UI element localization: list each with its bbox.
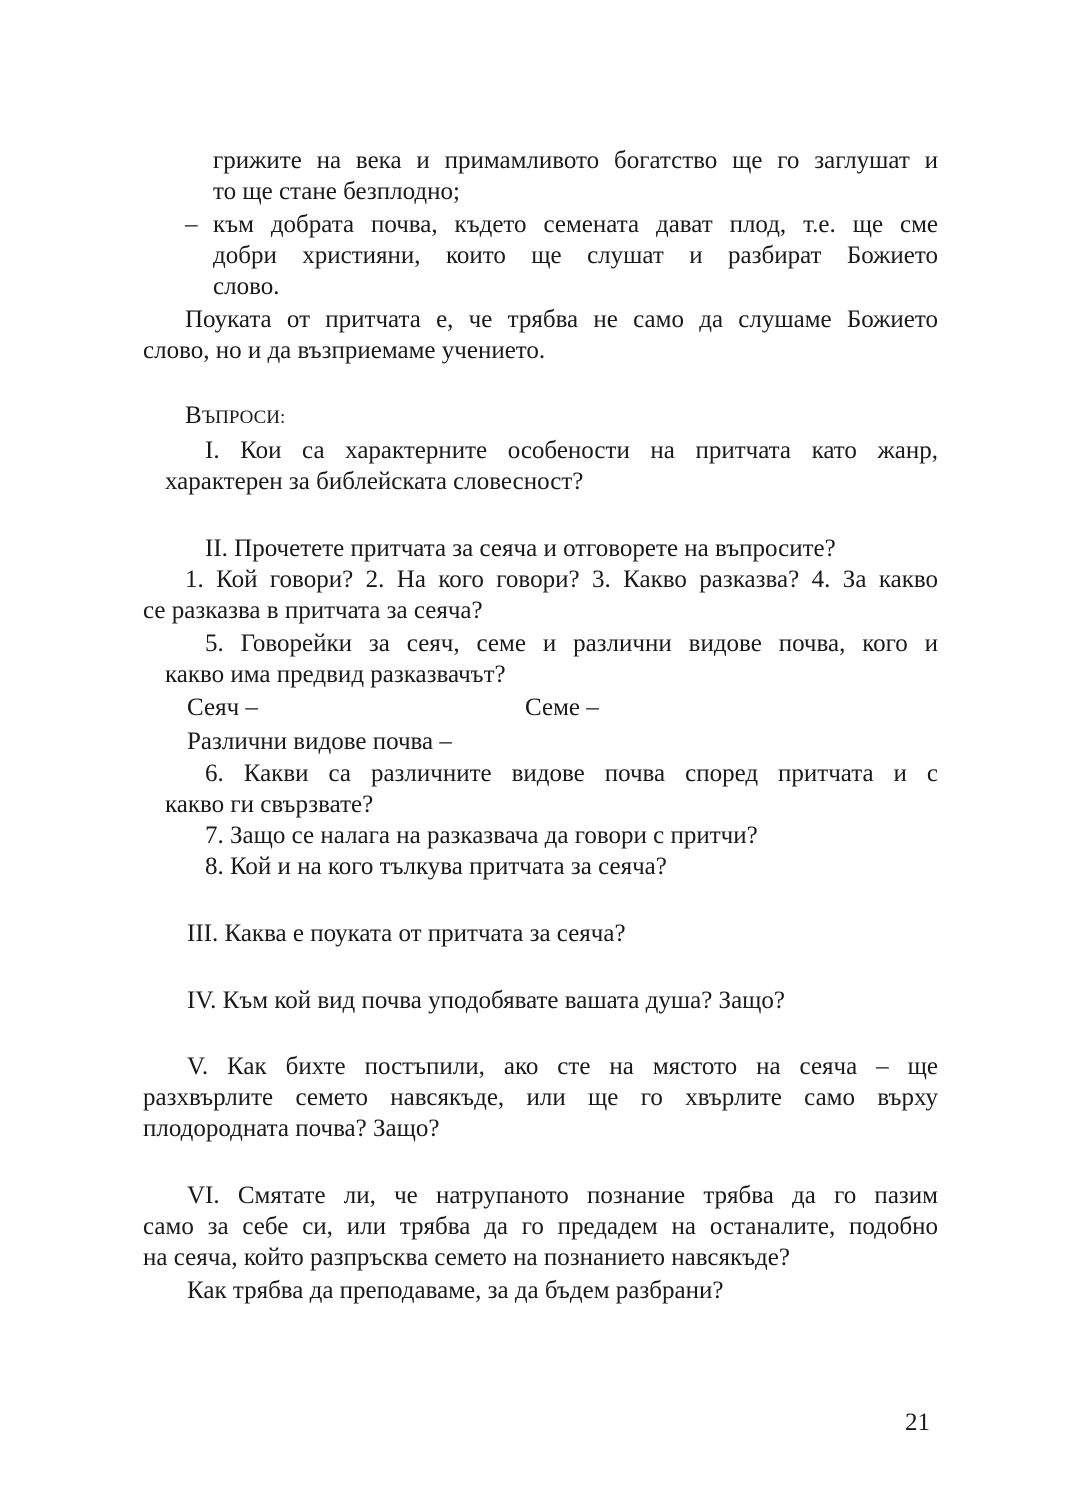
question-5-line-2: разхвърлите семето навсякъде, или ще го хвърлите само върху [143,1084,938,1111]
questions-heading-rest: ЪПРОСИ: [201,407,286,428]
question-1-line-2: характерен за библейската словесност? [165,468,584,495]
soil-label: Различни видове почва – [187,728,452,755]
list-item-1-line-1: грижите на века и примамливото богатство ще го заглушат и [213,147,938,174]
sower-label: Сеяч – [187,694,258,721]
list-dash: – [185,211,198,238]
list-item-2-line-2: добри християни, които ще слушат и разбират Божието [213,242,938,269]
list-item-1-line-2: то ще стане безплодно; [213,178,460,205]
question-2-sub-5-line-1: 5. Говорейки за сеяч, семе и различни видове почва, кого и [205,630,938,657]
lesson-line-2: слово, но и да възприемаме учението. [143,337,546,364]
questions-heading [185,400,285,433]
question-2-sub-6-line-1: 6. Какви са различните видове почва според притчата и с [205,760,938,787]
question-1-line-1: I. Кои са характерните особености на притчата като жанр, [205,437,938,464]
question-2-sub-5-line-2: какво има предвид разказвачът? [165,661,506,688]
question-6-line-3: на сеяча, който разпръсква семето на познанието навсякъде? [143,1244,790,1271]
seed-label: Семе – [525,694,599,721]
lesson-line-1: Поуката от притчата е, че трябва не само да слушаме Божието [185,306,938,333]
question-2-sub-1-line-1: 1. Кой говори? 2. На кого говори? 3. Какво разказва? 4. За какво [185,566,938,593]
page-number: 21 [905,1409,930,1436]
question-2-sub-1-line-2: се разказва в притчата за сеяча? [143,597,483,624]
question-2-sub-8: 8. Кой и на кого тълкува притчата за сеяча? [205,853,667,880]
question-2-heading: II. Прочетете притчата за сеяча и отговорете на въпросите? [205,535,836,562]
question-3: III. Каква е поуката от притчата за сеяча? [187,920,626,947]
list-item-2-line-3: слово. [213,273,280,300]
question-6-line-1: VI. Смятате ли, че натрупаното познание трябва да го пазим [187,1182,938,1209]
question-6-line-4: Как трябва да преподаваме, за да бъдем разбрани? [187,1277,724,1304]
question-2-sub-7: 7. Защо се налага на разказвача да говори с притчи? [205,822,758,849]
question-4: IV. Към кой вид почва уподобявате вашата душа? Защо? [187,987,786,1014]
question-2-sub-6-line-2: какво ги свързвате? [165,791,374,818]
question-6-line-2: само за себе си, или трябва да го предадем на останалите, подобно [143,1213,938,1240]
question-5-line-1: V. Как бихте постъпили, ако сте на мястото на сеяча – ще [187,1053,938,1080]
question-5-line-3: плодородната почва? Защо? [143,1115,440,1142]
list-item-2-line-1: към добрата почва, където семената дават плод, т.е. ще сме [213,211,938,238]
questions-heading-first-letter: В [185,402,202,429]
